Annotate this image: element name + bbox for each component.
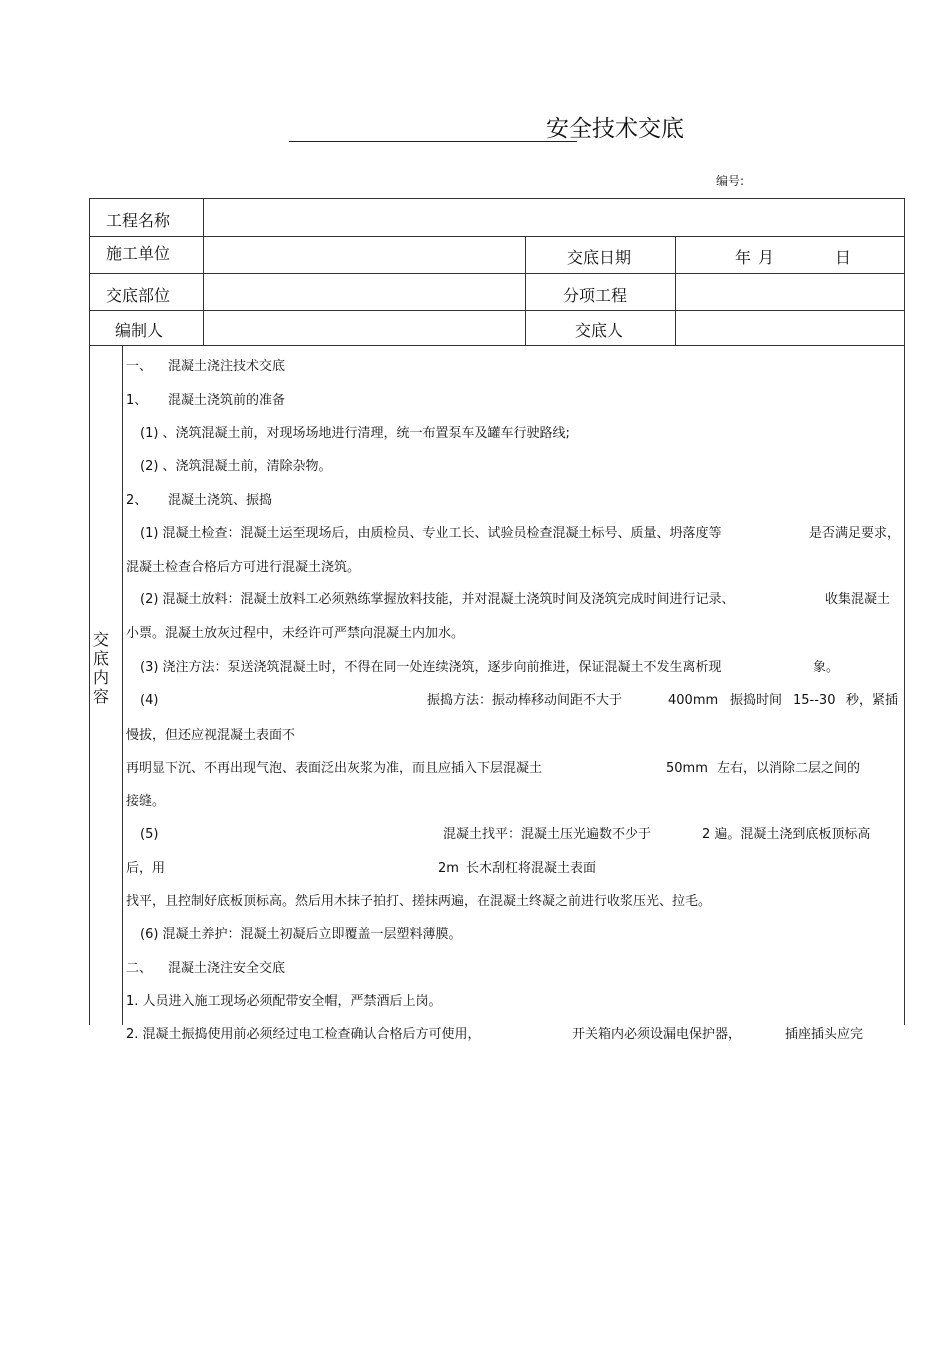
- content-line: 2 遍。混凝土浇到底板顶标高: [702, 827, 871, 842]
- document-number-label: 编号:: [716, 174, 745, 188]
- content-line: (5): [140, 827, 159, 842]
- table-rule: [89, 236, 905, 237]
- table-rule: [89, 273, 905, 274]
- document-title: 安全技术交底: [546, 116, 684, 142]
- content-line: 后，用: [126, 861, 166, 876]
- content-column-divider: [122, 345, 123, 1025]
- content-line: 接缝。: [126, 794, 166, 809]
- content-line: 左右，以消除二层之间的: [717, 761, 861, 776]
- content-section-label: 交底内容: [92, 630, 109, 706]
- presenter-label: 交底人: [575, 321, 624, 340]
- content-line: 振捣时间: [730, 693, 783, 708]
- content-line: 长木刮杠将混凝土表面: [466, 861, 597, 876]
- content-line: 再明显下沉、不再出现气泡、表面泛出灰浆为准，而且应插入下层混凝土: [126, 761, 543, 776]
- table-rule: [89, 345, 905, 346]
- content-line: (1) 混凝土检查：混凝土运至现场后，由质检员、专业工长、试验员检查混凝土标号、质量、坍落度等: [140, 526, 722, 541]
- construction-unit-label: 施工单位: [106, 244, 171, 263]
- content-line: 2m: [438, 861, 459, 876]
- content-line: 振捣方法：振动棒移动间距不大于: [427, 693, 623, 708]
- content-line: (1) 、浇筑混凝土前，对现场场地进行清理，统一布置泵车及罐车行驶路线;: [140, 426, 570, 441]
- part-2-title: 混凝土浇筑、振捣: [168, 493, 273, 508]
- content-line: 400mm: [668, 693, 719, 708]
- content-line: 是否满足要求，: [809, 526, 901, 541]
- handover-date-label: 交底日期: [567, 248, 632, 267]
- part-2-number: 2、: [126, 493, 148, 508]
- content-line: (2) 、浇筑混凝土前，清除杂物。: [140, 459, 332, 474]
- table-border-right: [904, 198, 905, 1025]
- content-line: 秒，紧插: [846, 693, 899, 708]
- table-rule: [89, 310, 905, 311]
- content-line: 2. 混凝土振捣使用前必须经过电工检查确认合格后方可使用，: [126, 1027, 481, 1042]
- content-line: 50mm: [666, 761, 708, 776]
- content-line: 收集混凝土: [825, 592, 891, 607]
- date-month-label: 月: [758, 248, 775, 267]
- content-line: (2) 混凝土放料：混凝土放料工必须熟练掌握放料技能，并对混凝土浇筑时间及浇筑完成时间进行记录、: [140, 592, 735, 607]
- section-2-number: 二、: [126, 961, 153, 976]
- table-column-divider: [675, 236, 676, 345]
- content-line: 1. 人员进入施工现场必须配带安全帽，严禁酒后上岗。: [126, 994, 442, 1009]
- table-column-divider: [525, 236, 526, 345]
- handover-part-label: 交底部位: [106, 286, 171, 305]
- section-1-title: 混凝土浇注技术交底: [168, 359, 286, 374]
- content-line: 15--30: [793, 693, 836, 708]
- compiler-label: 编制人: [115, 321, 164, 340]
- content-line: 开关箱内必须设漏电保护器，: [572, 1027, 742, 1042]
- section-2-title: 混凝土浇注安全交底: [168, 961, 286, 976]
- project-name-label: 工程名称: [106, 211, 171, 230]
- date-year-label: 年: [735, 248, 752, 267]
- content-line: 混凝土检查合格后方可进行混凝土浇筑。: [126, 560, 361, 575]
- sub-project-label: 分项工程: [563, 286, 628, 305]
- content-line: 混凝土找平：混凝土压光遍数不少于: [443, 827, 652, 842]
- table-column-divider: [203, 198, 204, 345]
- content-line: 慢拔，但还应视混凝土表面不: [126, 728, 296, 743]
- part-1-number: 1、: [126, 393, 148, 408]
- part-1-title: 混凝土浇筑前的准备: [168, 393, 286, 408]
- table-border-top: [89, 198, 905, 199]
- content-line: (6) 混凝土养护：混凝土初凝后立即覆盖一层塑料薄膜。: [140, 927, 462, 942]
- content-line: 找平，且控制好底板顶标高。然后用木抹子拍打、搓抹两遍，在混凝土终凝之前进行收浆压光、拉毛。: [126, 894, 712, 909]
- table-border-left: [89, 198, 90, 1025]
- date-day-label: 日: [835, 248, 852, 267]
- title-underline: [289, 141, 577, 142]
- content-line: (4): [140, 693, 159, 708]
- section-1-number: 一、: [126, 359, 153, 374]
- content-line: 小票。混凝土放灰过程中，未经许可严禁向混凝土内加水。: [126, 626, 465, 641]
- content-line: 插座插头应完: [785, 1027, 864, 1042]
- content-line: 象。: [813, 660, 840, 675]
- content-line: (3) 浇注方法：泵送浇筑混凝土时，不得在同一处连续浇筑，逐步向前推进，保证混凝土不发生离析现: [140, 660, 722, 675]
